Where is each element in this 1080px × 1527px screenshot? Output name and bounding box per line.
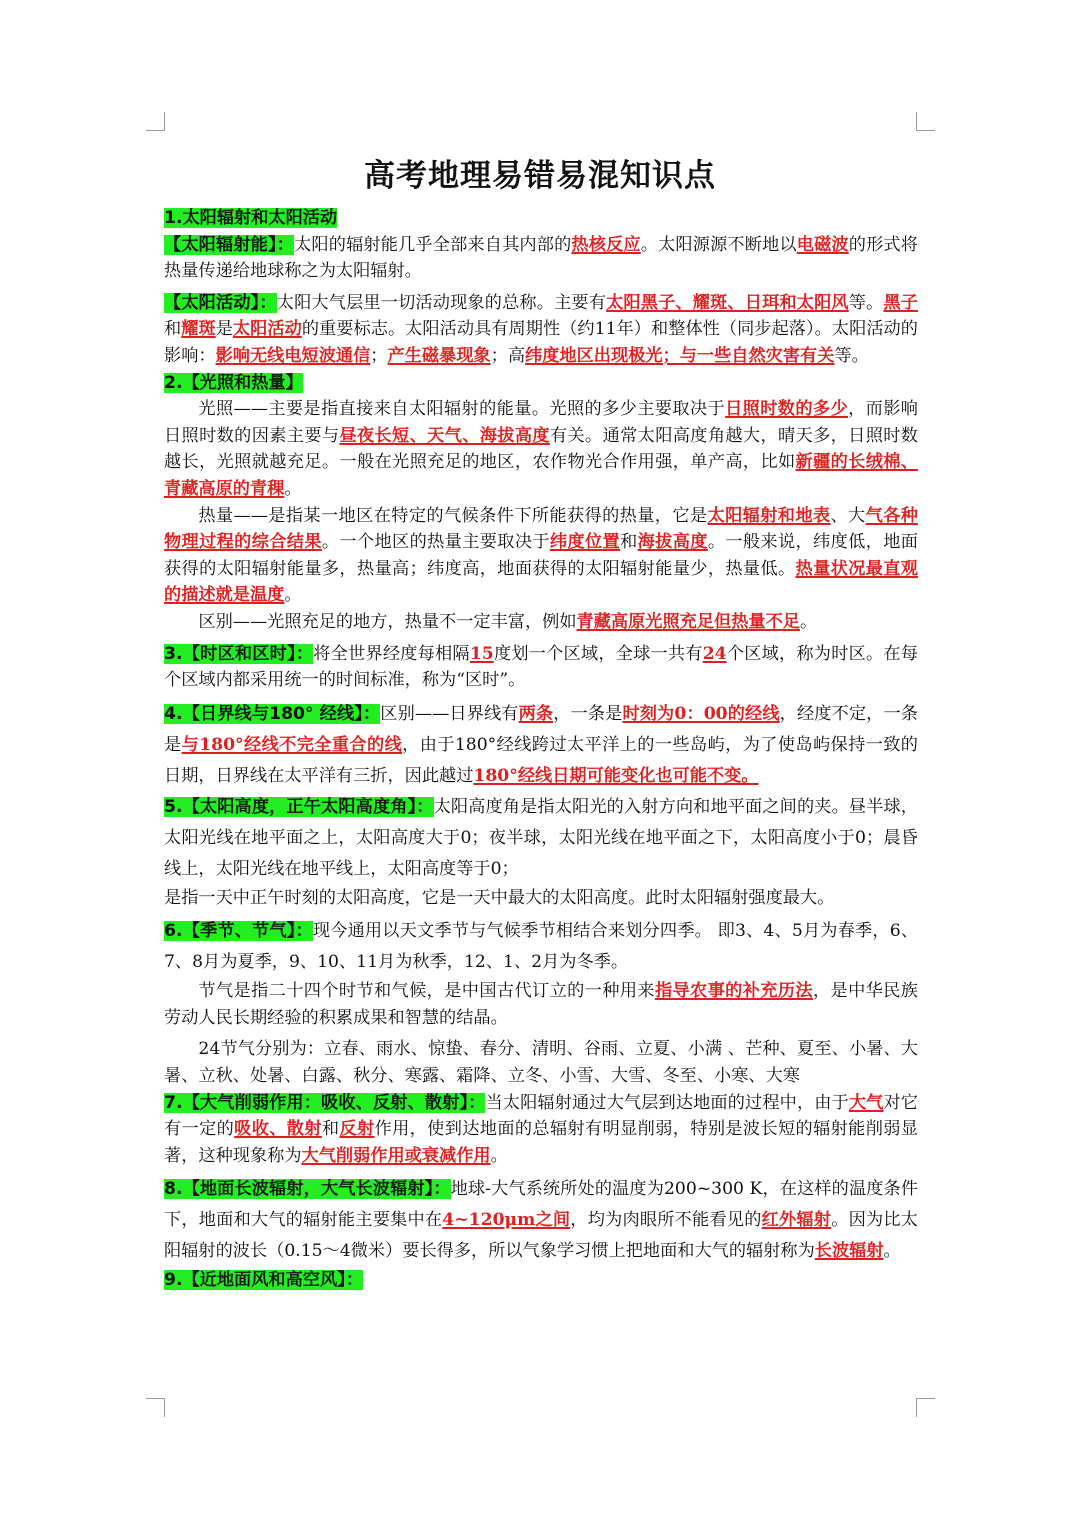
label-solar-altitude: 5.【太阳高度，正午太阳高度角】： bbox=[164, 796, 434, 817]
keyword: 电磁波 bbox=[796, 234, 849, 255]
label-seasons: 6.【季节、节气】： bbox=[164, 921, 313, 942]
section-6-paragraph-3: 24节气分别为：立春、雨水、惊蛰、春分、清明、谷雨、立夏、小满 、芒种、夏至、小暑、大暑、立秋、处暑、白露、秋分、寒露、霜降、立冬、小雪、大雪、冬至、小寒、大寒 bbox=[164, 1039, 918, 1087]
keyword: 热量状况最直观的描述就是温度 bbox=[164, 558, 918, 606]
keyword: 太阳辐射和地表 bbox=[707, 505, 831, 526]
section-8: 8.【地面长波辐射，大气长波辐射】：地球-大气系统所处的温度为200~300 K，在这样的温度条件下，地面和大气的辐射能主要集中在4~120μm之间，均为肉眼所不能看见的红外辐射。因为比太阳辐射的波长（0.15～4微米）要长得多，所以气象学习惯上把地面和大气的辐射称为长波辐射。 bbox=[164, 1179, 918, 1262]
keyword: 青藏高原光照充足但热量不足 bbox=[576, 611, 800, 632]
keyword: 大气削弱作用或衰减作用 bbox=[301, 1145, 491, 1166]
document-body bbox=[164, 205, 918, 1294]
keyword: 太阳黑子、耀斑、日珥和太阳风 bbox=[606, 292, 849, 313]
keyword: 反射 bbox=[339, 1119, 375, 1140]
keyword: 长波辐射 bbox=[814, 1241, 884, 1262]
section-9 bbox=[164, 1267, 918, 1294]
label-surface-and-upper-wind: 9.【近地面风和高空风】： bbox=[164, 1270, 363, 1291]
label-solar-radiation: 【太阳辐射能】： bbox=[164, 234, 295, 255]
keyword: 产生磁暴现象 bbox=[387, 345, 491, 366]
crop-mark-bottom-right bbox=[916, 1398, 935, 1417]
section-1-heading: 1.太阳辐射和太阳活动 bbox=[164, 208, 338, 228]
keyword: 24 bbox=[702, 643, 727, 664]
keyword: 影响无线电短波通信 bbox=[215, 345, 371, 366]
section-6-paragraph-2: 节气是指二十四个时节和气候，是中国古代订立的一种用来指导农事的补充历法，是中华民族劳动人民长期经验的积累成果和智慧的结晶。 bbox=[164, 981, 918, 1028]
keyword: 红外辐射 bbox=[761, 1210, 832, 1231]
keyword: 15 bbox=[469, 643, 494, 664]
keyword: 纬度位置 bbox=[549, 532, 621, 553]
section-7: 7.【大气削弱作用：吸收、反射、散射】：当太阳辐射通过大气层到达地面的过程中，由于大气对它有一定的吸收、散射和反射作用，使到达地面的总辐射有明显削弱，特别是波长短的辐射能削弱显著，这种现象称为大气削弱作用或衰减作用。 bbox=[164, 1092, 918, 1166]
section-2-paragraph-2: 热量——是指某一地区在特定的气候条件下所能获得的热量，它是太阳辐射和地表、大气各种物理过程的综合结果。一个地区的热量主要取决于纬度位置和海拔高度。一般来说，纬度低，地面获得的太阳辐射能量多，热量高；纬度高，地面获得的太阳辐射能量少，热量低。热量状况最直观的描述就是温度。 bbox=[164, 505, 918, 606]
section-2-paragraph-3: 区别——光照充足的地方，热量不一定丰富，例如青藏高原光照充足但热量不足。 bbox=[198, 611, 818, 632]
document-title: 高考地理易错易混知识点 bbox=[364, 158, 716, 194]
keyword: 气各种物理过程的综合结果 bbox=[164, 505, 918, 553]
keyword: 时刻为0：00的经线 bbox=[622, 703, 780, 724]
label-solar-activity: 【太阳活动】： bbox=[164, 292, 277, 313]
section-3: 3.【时区和区时】：将全世界经度每相隔15度划一个区域，全球一共有24个区域，称为时区。在每个区域内都采用统一的时间标准，称为“区时”。 bbox=[164, 643, 918, 691]
section-6: 6.【季节、节气】：现今通用以天文季节与气候季节相结合来划分四季。 即3、4、5月为春季，6、7、8月为夏季，9、10、11月为秋季，12、1、2月为冬季。 bbox=[164, 921, 918, 973]
keyword: 海拔高度 bbox=[637, 532, 708, 553]
keyword: 昼夜长短、天气、海拔高度 bbox=[339, 425, 550, 446]
keyword: 黑子 bbox=[883, 292, 918, 313]
section-2-paragraph-1: 光照——主要是指直接来自太阳辐射的能量。光照的多少主要取决于日照时数的多少，而影响日照时数的因素主要与昼夜长短、天气、海拔高度有关。通常太阳高度角越大，晴天多，日照时数越长，光照就越充足。一般在光照充足的地区，农作物光合作用强，单产高，比如新疆的长绒棉、青藏高原的青稞。 bbox=[164, 399, 918, 499]
section-5: 5.【太阳高度，正午太阳高度角】：太阳高度角是指太阳光的入射方向和地平面之间的夹。昼半球，太阳光线在地平面之上，太阳高度大于0；夜半球，太阳光线在地平面之下，太阳高度小于0；晨昏线上，太阳光线在地平线上，太阳高度等于0； bbox=[164, 796, 918, 879]
crop-mark-top-right bbox=[916, 112, 935, 131]
label-longwave-radiation: 8.【地面长波辐射，大气长波辐射】： bbox=[164, 1179, 451, 1200]
label-time-zone: 3.【时区和区时】： bbox=[164, 643, 314, 664]
keyword: 太阳活动 bbox=[232, 319, 302, 340]
keyword: 吸收、散射 bbox=[234, 1119, 322, 1140]
keyword: 热核反应 bbox=[571, 234, 641, 255]
keyword: 两条 bbox=[518, 703, 554, 724]
crop-mark-top-left bbox=[146, 112, 165, 131]
keyword: 耀斑 bbox=[181, 319, 216, 340]
label-date-line: 4.【日界线与180° 经线】： bbox=[164, 703, 381, 724]
crop-mark-bottom-left bbox=[146, 1398, 165, 1417]
keyword: 与180°经线不完全重合的线 bbox=[181, 734, 403, 755]
keyword: 日照时数的多少 bbox=[725, 399, 849, 420]
label-atmospheric-weakening: 7.【大气削弱作用：吸收、反射、散射】： bbox=[164, 1092, 486, 1113]
keyword: 180°经线日期可能变化也可能不变。 bbox=[473, 765, 759, 786]
section-5-paragraph-2: 是指一天中正午时刻的太阳高度，它是一天中最大的太阳高度。此时太阳辐射强度最大。 bbox=[164, 887, 835, 908]
keyword: 指导农事的补充历法 bbox=[654, 981, 813, 1002]
section-2-heading: 2.【光照和热量】 bbox=[164, 372, 303, 393]
section-1-paragraph-1: 【太阳辐射能】：太阳的辐射能几乎全部来自其内部的热核反应。太阳源源不断地以电磁波的形式将热量传递给地球称之为太阳辐射。 bbox=[164, 234, 918, 282]
keyword: 纬度地区出现极光；与一些自然灾害有关 bbox=[525, 345, 835, 366]
keyword: 4~120μm之间 bbox=[442, 1210, 571, 1231]
keyword: 新疆的长绒棉、青藏高原的青稞 bbox=[164, 452, 918, 499]
keyword: 大气 bbox=[848, 1092, 884, 1113]
section-4: 4.【日界线与180° 经线】：区别——日界线有两条，一条是时刻为0：00的经线，经度不定，一条是与180°经线不完全重合的线，由于180°经线跨过太平洋上的一些岛屿，为了使岛屿保持一致的日期，日界线在太平洋有三折，因此越过180°经线日期可能变化也可能不变。 bbox=[164, 703, 918, 786]
section-1-paragraph-2: 【太阳活动】：太阳大气层里一切活动现象的总称。主要有太阳黑子、耀斑、日珥和太阳风等。黑子和耀斑是太阳活动的重要标志。太阳活动具有周期性（约11年）和整体性（同步起落）。太阳活动的影响：影响无线电短波通信；产生磁暴现象；高纬度地区出现极光；与一些自然灾害有关等。 bbox=[164, 292, 918, 366]
